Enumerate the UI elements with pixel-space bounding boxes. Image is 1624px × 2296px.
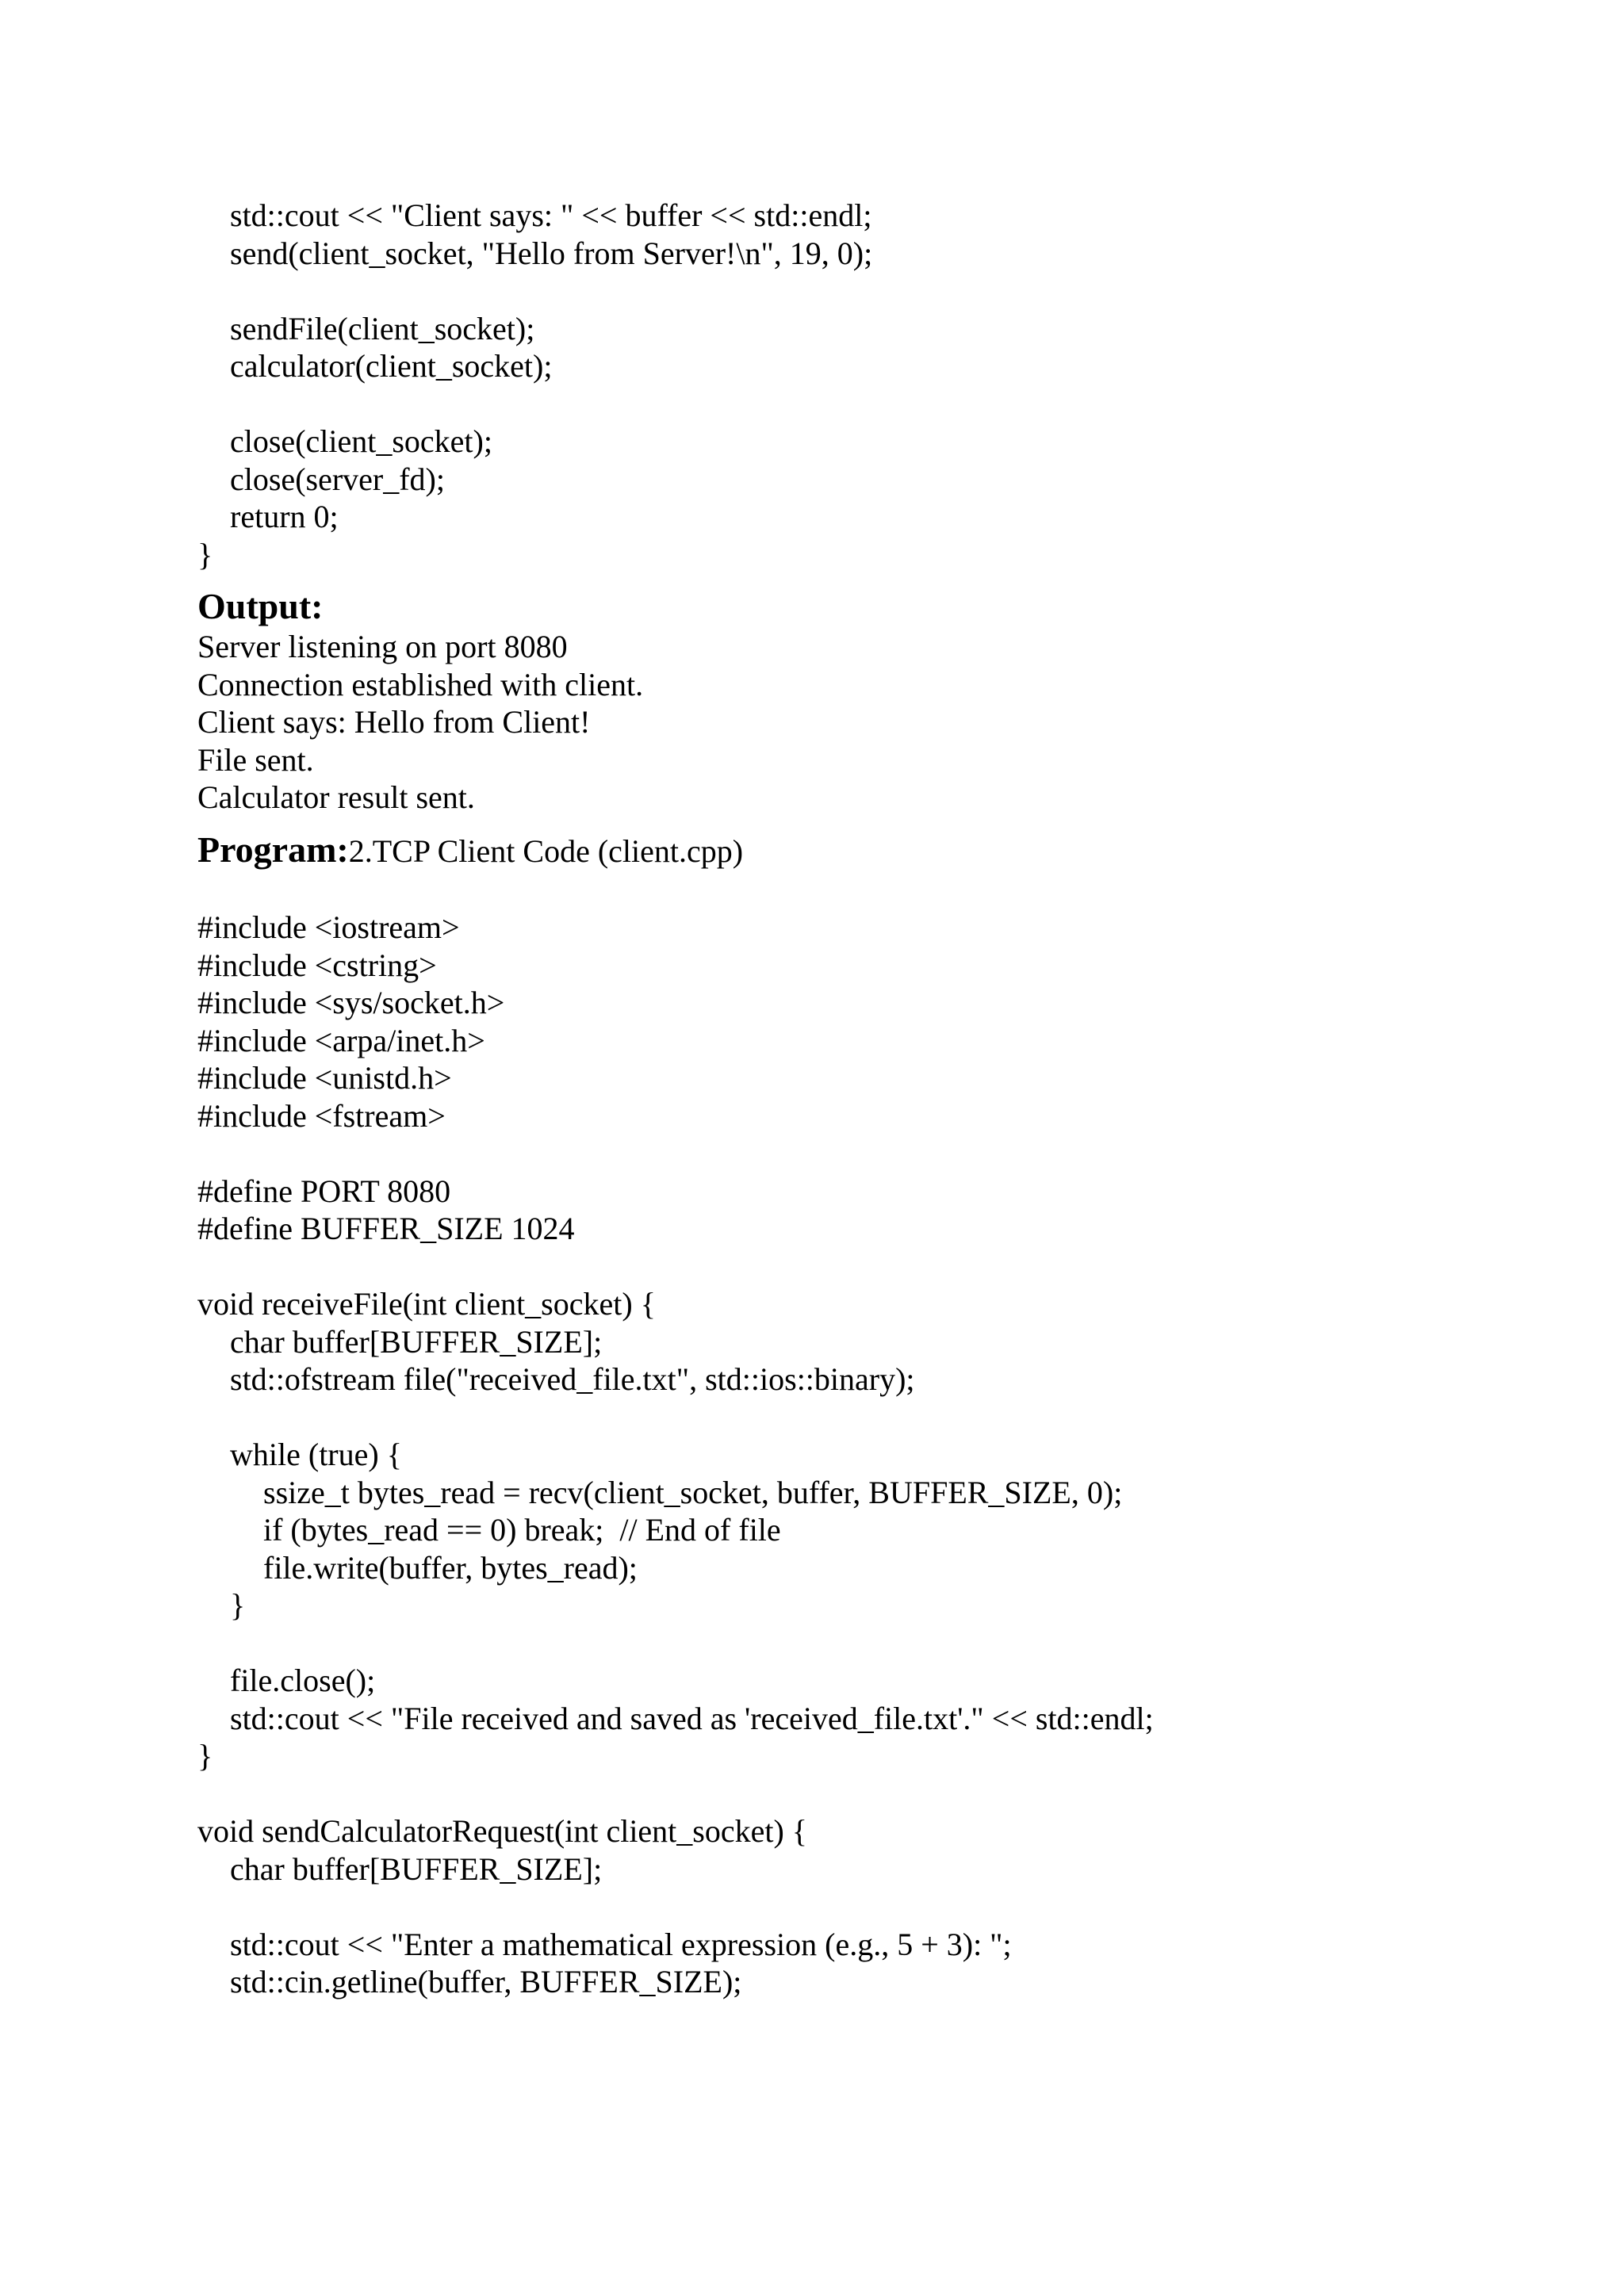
code-line: void sendCalculatorRequest(int client_socket) { [197,1813,808,1849]
code-line: #include <sys/socket.h> [197,985,505,1020]
code-line: calculator(client_socket); [230,348,553,384]
code-line: file.write(buffer, bytes_read); [263,1549,638,1586]
closing-brace: } [197,536,213,572]
client-code-block [197,909,1545,2001]
code-line: file.close(); [230,1663,376,1698]
blank-line [197,1399,1545,1437]
output-line: Server listening on port 8080 [197,629,568,664]
code-line: #include <unistd.h> [197,1060,452,1096]
code-line: #include <arpa/inet.h> [197,1022,485,1058]
blank-line [197,871,1545,909]
code-line: char buffer[BUFFER_SIZE]; [230,1323,603,1360]
blank-line [197,1624,1545,1663]
code-line: sendFile(client_socket); [230,310,535,346]
blank-line [197,1775,1545,1813]
output-line: Connection established with client. [197,666,644,702]
blank-line [197,1135,1545,1173]
code-line: close(client_socket); [230,423,492,459]
output-line: Calculator result sent. [197,779,475,815]
code-line: if (bytes_read == 0) break; // End of file [263,1512,781,1548]
code-line: std::cout << "File received and saved as 'received_file.txt'." << std::endl; [230,1700,1154,1736]
output-line: File sent. [197,741,314,778]
output-line: Client says: Hello from Client! [197,704,591,740]
program-heading [197,828,1545,871]
code-line: } [197,1738,213,1774]
code-line: std::cout << "Client says: " << buffer << std::endl; [230,197,872,233]
program-section [197,828,1545,2001]
program-label: Program: [197,828,349,870]
code-line: std::ofstream file("received_file.txt", std::ios::binary); [230,1361,915,1397]
document-content [197,197,1545,2001]
code-line: #include <cstring> [197,947,437,983]
blank-line [197,272,1545,310]
code-line: close(server_fd); [230,461,445,497]
output-heading: Output: [197,586,324,626]
code-line: #include <iostream> [197,909,460,945]
code-line: #define BUFFER_SIZE 1024 [197,1211,575,1246]
code-line: while (true) { [230,1437,402,1472]
code-line: std::cout << "Enter a mathematical expression (e.g., 5 + 3): "; [230,1926,1012,1962]
server-code-tail [197,197,1545,573]
blank-line [197,1888,1545,1926]
code-line: char buffer[BUFFER_SIZE]; [230,1850,603,1887]
code-line: std::cin.getline(buffer, BUFFER_SIZE); [230,1964,742,1999]
code-line: void receiveFile(int client_socket) { [197,1286,656,1322]
code-line: #include <fstream> [197,1097,446,1134]
code-line: ssize_t bytes_read = recv(client_socket, buffer, BUFFER_SIZE, 0); [263,1474,1123,1510]
code-line: #define PORT 8080 [197,1173,451,1209]
code-line: send(client_socket, "Hello from Server!\n", 19, 0); [230,235,873,271]
code-line: } [230,1587,246,1623]
output-section [197,585,1545,817]
program-title: 2.TCP Client Code (client.cpp) [348,832,744,869]
blank-line [197,1248,1545,1286]
code-line: return 0; [230,499,339,534]
blank-line [197,385,1545,423]
